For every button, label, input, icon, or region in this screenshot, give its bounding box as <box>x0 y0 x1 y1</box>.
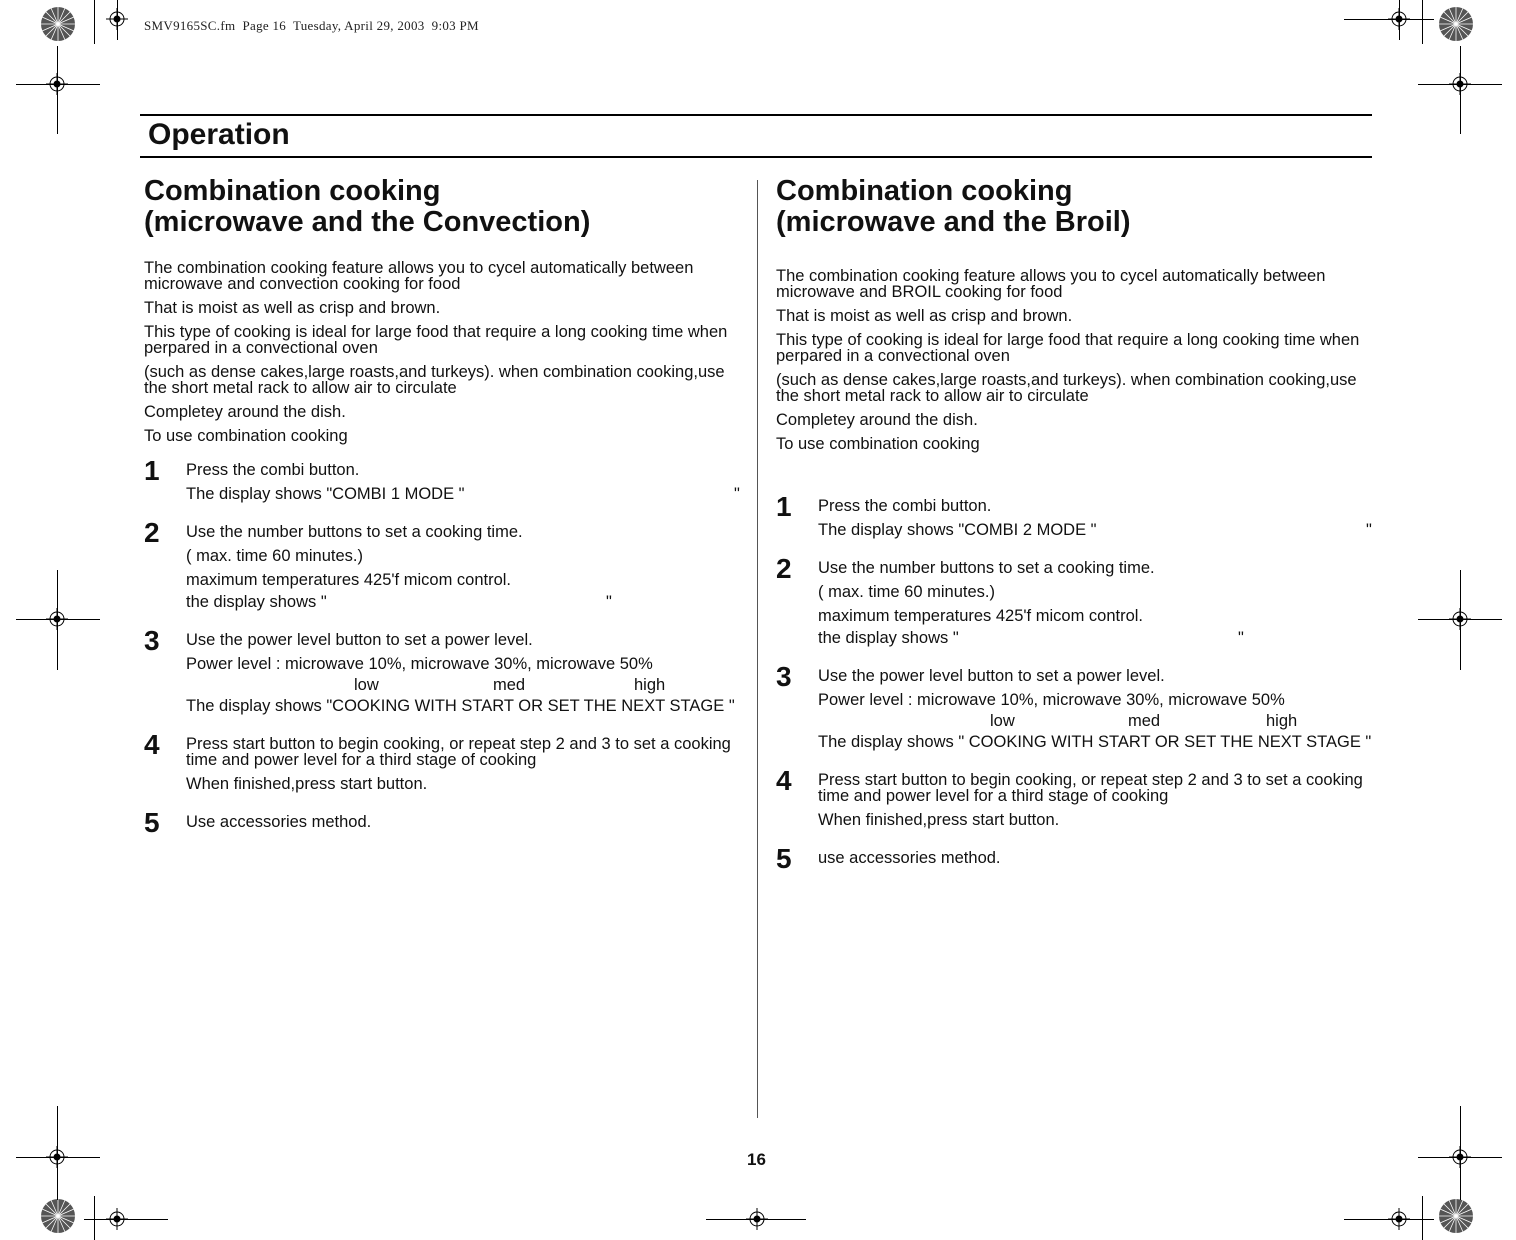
convection-column <box>144 176 744 848</box>
step-display-text: The display shows " COOKING WITH START OR SET THE NEXT STAGE " <box>818 733 1372 751</box>
step-text: Press start button to begin cooking, or repeat step 2 and 3 to set a cooking time and power level for a third stage of cooking <box>186 735 731 769</box>
level-med: med <box>493 676 526 694</box>
step-5 <box>776 843 1376 874</box>
closing-quote: " <box>1238 629 1244 647</box>
step-display-text: The display shows "COMBI 1 MODE " <box>186 485 465 503</box>
step-text: Press the combi button. <box>186 461 360 479</box>
intro-paragraph: The combination cooking feature allows you to cycel automatically between microwave and convection cooking for food <box>144 259 694 293</box>
closing-quote: " <box>606 593 612 611</box>
intro-paragraph: This type of cooking is ideal for large food that require a long cooking time when perpared in a convectional oven <box>144 323 728 357</box>
power-level-labels <box>818 712 1376 732</box>
step-number: 5 <box>144 807 160 838</box>
step-detail: When finished,press start button. <box>186 775 428 793</box>
color-rosette-icon <box>1438 6 1474 42</box>
level-low: low <box>990 712 1015 730</box>
step-text: Press start button to begin cooking, or repeat step 2 and 3 to set a cooking time and power level for a third stage of cooking <box>818 771 1363 805</box>
steps-list <box>144 455 744 838</box>
step-5 <box>144 807 744 838</box>
level-low: low <box>354 676 379 694</box>
step-text: Press the combi button. <box>818 497 992 515</box>
step-number: 3 <box>776 661 792 692</box>
step-detail: When finished,press start button. <box>818 811 1060 829</box>
step-number: 4 <box>776 765 792 796</box>
step-display-text: the display shows " <box>186 593 327 611</box>
step-text: Use the power level button to set a power level. <box>186 631 533 649</box>
steps-list <box>776 491 1376 874</box>
step-1 <box>776 491 1376 546</box>
level-med: med <box>1128 712 1161 730</box>
section-title: Operation <box>148 118 290 151</box>
step-display-line <box>818 522 1376 538</box>
step-4 <box>776 765 1376 836</box>
intro-paragraph: (such as dense cakes,large roasts,and turkeys). when combination cooking,use the short metal rack to allow air to circulate <box>776 371 1357 405</box>
step-1 <box>144 455 744 510</box>
intro-paragraph: That is moist as well as crisp and brown. <box>776 307 1073 325</box>
step-number: 5 <box>776 843 792 874</box>
step-number: 1 <box>776 491 792 522</box>
convection-title <box>144 176 744 238</box>
intro-paragraph: Completey around the dish. <box>776 411 978 429</box>
power-levels: Power level : microwave 10%, microwave 30%, microwave 50% <box>186 655 653 673</box>
step-number: 3 <box>144 625 160 656</box>
step-3 <box>144 625 744 722</box>
step-display-line <box>186 486 744 502</box>
intro-paragraph: To use combination cooking <box>776 435 980 453</box>
step-display-text: the display shows " <box>818 629 959 647</box>
intro-text <box>776 268 1376 452</box>
step-display-line <box>818 630 1376 646</box>
color-rosette-icon <box>1438 1198 1474 1234</box>
color-rosette-icon <box>40 6 76 42</box>
intro-paragraph: That is moist as well as crisp and brown. <box>144 299 441 317</box>
header-rule-top <box>140 114 1372 116</box>
level-high: high <box>1266 712 1298 730</box>
step-text: Use accessories method. <box>186 813 372 831</box>
step-number: 1 <box>144 455 160 486</box>
step-text: Use the number buttons to set a cooking time. <box>818 559 1155 577</box>
title-line: Combination cooking <box>144 175 441 207</box>
header-rule-bottom <box>140 156 1372 158</box>
step-2 <box>144 517 744 618</box>
step-text: use accessories method. <box>818 849 1001 867</box>
intro-paragraph: (such as dense cakes,large roasts,and turkeys). when combination cooking,use the short metal rack to allow air to circulate <box>144 363 725 397</box>
step-2 <box>776 553 1376 654</box>
broil-title <box>776 176 1376 238</box>
step-number: 2 <box>144 517 160 548</box>
intro-paragraph: To use combination cooking <box>144 427 348 445</box>
page-number: 16 <box>747 1150 766 1169</box>
step-display-line <box>186 594 744 610</box>
color-rosette-icon <box>40 1198 76 1234</box>
step-number: 2 <box>776 553 792 584</box>
column-divider <box>757 180 758 1118</box>
step-text: Use the number buttons to set a cooking time. <box>186 523 523 541</box>
closing-quote: " <box>1366 521 1372 539</box>
step-4 <box>144 729 744 800</box>
step-detail: maximum temperatures 425'f micom control. <box>818 607 1144 625</box>
step-detail: ( max. time 60 minutes.) <box>186 547 363 565</box>
level-high: high <box>634 676 666 694</box>
power-level-labels <box>186 676 744 696</box>
broil-column <box>776 176 1376 884</box>
title-line: (microwave and the Convection) <box>144 206 591 238</box>
print-slug: SMV9165SC.fm Page 16 Tuesday, April 29, 2003 9:03 PM <box>144 18 479 33</box>
title-line: (microwave and the Broil) <box>776 206 1131 238</box>
step-detail: maximum temperatures 425'f micom control. <box>186 571 512 589</box>
intro-text <box>144 260 744 444</box>
step-detail: ( max. time 60 minutes.) <box>818 583 995 601</box>
title-line: Combination cooking <box>776 175 1073 207</box>
step-text: Use the power level button to set a power level. <box>818 667 1165 685</box>
intro-paragraph: Completey around the dish. <box>144 403 346 421</box>
step-number: 4 <box>144 729 160 760</box>
intro-paragraph: This type of cooking is ideal for large food that require a long cooking time when perpared in a convectional oven <box>776 331 1360 365</box>
step-display-text: The display shows "COMBI 2 MODE " <box>818 521 1097 539</box>
step-display-text: The display shows "COOKING WITH START OR SET THE NEXT STAGE " <box>186 697 735 715</box>
step-3 <box>776 661 1376 758</box>
intro-paragraph: The combination cooking feature allows you to cycel automatically between microwave and BROIL cooking for food <box>776 267 1326 301</box>
closing-quote: " <box>734 485 740 503</box>
power-levels: Power level : microwave 10%, microwave 30%, microwave 50% <box>818 691 1285 709</box>
